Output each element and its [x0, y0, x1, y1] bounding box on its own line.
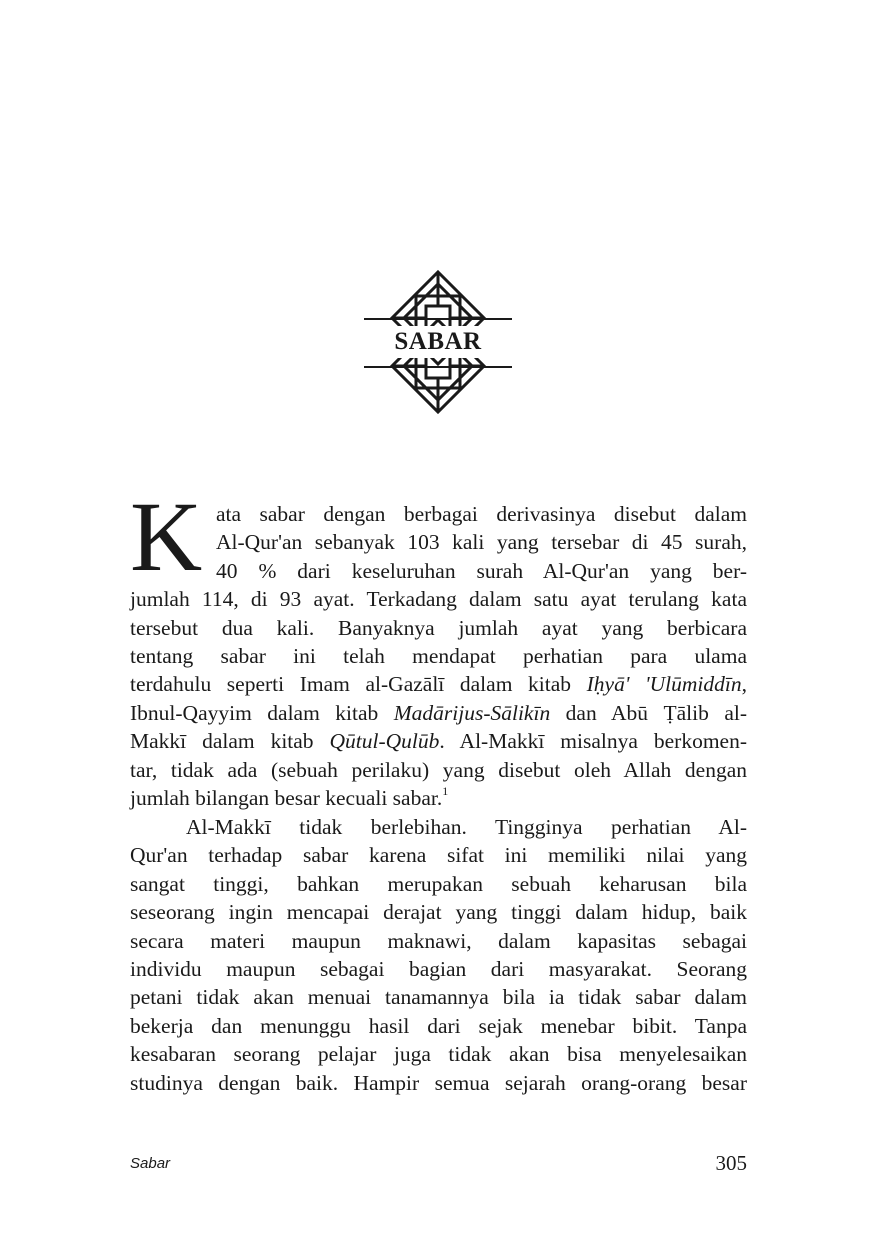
text-line: tentang sabar ini telah mendapat perhatian para ulama: [130, 644, 747, 669]
text-line: individu maupun sebagai bagian dari masyarakat. Seorang: [130, 957, 747, 982]
text-line: Al-Makkī tidak berlebihan. Tingginya perhatian Al-: [186, 815, 747, 839]
text-line: secara materi maupun maknawi, dalam kapasitas sebagai: [130, 928, 747, 953]
text-line: tersebut dua kali. Banyaknya jumlah ayat yang berbicara: [130, 615, 747, 640]
drop-cap: K: [130, 481, 203, 592]
text-line: jumlah bilangan besar kecuali sabar.$^1$: [130, 784, 449, 811]
text-line: seseorang ingin mencapai derajat yang tinggi dalam hidup, baik: [130, 900, 747, 925]
text-line: sangat tinggi, bahkan merupakan sebuah keharusan bila: [130, 871, 747, 896]
text-line: 40 % dari keseluruhan surah Al-Qur'an yang ber-: [216, 558, 747, 583]
text-line: studinya dengan baik. Hampir semua sejarah orang-orang besar: [130, 1070, 747, 1095]
title-rule-bottom: [364, 366, 512, 368]
text-line: terdahulu seperti Imam al-Gazālī dalam kitab Iḥyā' 'Ulūmiddīn,: [130, 672, 748, 697]
text-line: Ibnul-Qayyim dalam kitab Madārijus-Sālikīn dan Abū Ṭālib al-: [130, 700, 747, 725]
footnote-ref[interactable]: 1: [442, 784, 449, 799]
text-line: kesabaran seorang pelajar juga tidak akan bisa menyelesaikan: [130, 1042, 747, 1067]
text-line: Al-Qur'an sebanyak 103 kali yang tersebar di 45 surah,: [216, 530, 747, 555]
text-line: jumlah 114, di 93 ayat. Terkadang dalam satu ayat terulang kata: [130, 587, 747, 612]
text-line: tar, tidak ada (sebuah perilaku) yang disebut oleh Allah dengan: [130, 757, 747, 782]
book-title: Qūtul-Qulūb: [329, 729, 440, 754]
chapter-title: SABAR: [364, 326, 512, 358]
page-number: 305: [715, 1151, 747, 1175]
book-title: Iḥyā' 'Ulūmiddīn: [586, 672, 742, 697]
paragraph-1: [130, 500, 747, 812]
paragraph-2: [130, 813, 747, 1097]
text-line: Makkī dalam kitab Qūtul-Qulūb. Al-Makkī misalnya berkomen-: [130, 729, 747, 754]
text-line: bekerja dan menunggu hasil dari sejak menebar bibit. Tanpa: [130, 1013, 747, 1038]
running-title: Sabar: [130, 1155, 171, 1172]
text-line: ata sabar dengan berbagai derivasinya disebut dalam: [216, 502, 747, 526]
book-title: Madārijus-Sālikīn: [393, 700, 551, 725]
title-rule-top: [364, 318, 512, 320]
text-line: Qur'an terhadap sabar karena sifat ini memiliki nilai yang: [130, 843, 747, 868]
text-line: petani tidak akan menuai tanamannya bila ia tidak sabar dalam: [130, 985, 747, 1010]
